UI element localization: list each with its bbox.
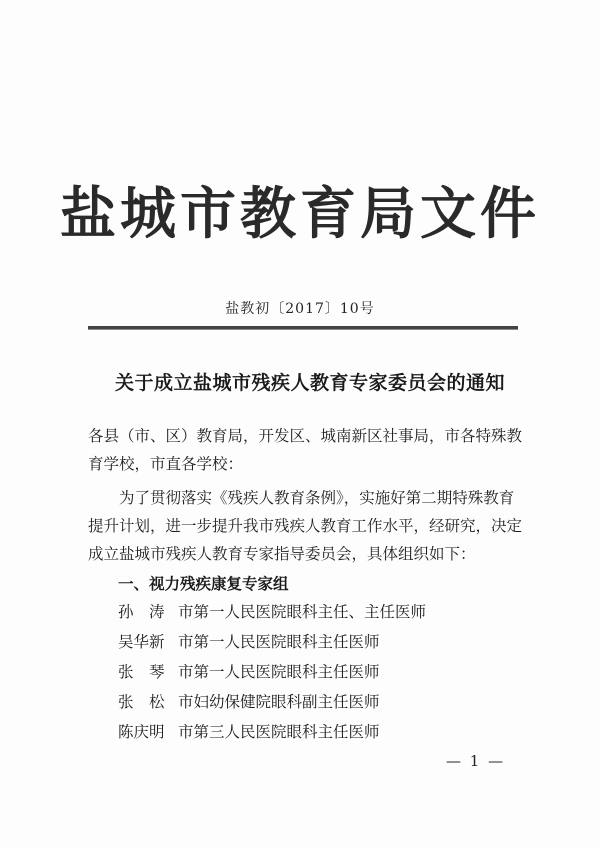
addressee-text: 各县（市、区）教育局，开发区、城南新区社事局，市各特殊教育学校，市直各学校： (88, 427, 523, 473)
member-row (118, 626, 518, 656)
member-role: 市第一人民医院眼科主任医师 (178, 633, 380, 651)
member-name: 张 松 (118, 693, 165, 711)
member-name: 孙 涛 (118, 603, 165, 621)
body-paragraph: 为了贯彻落实《残疾人教育条例》，实施好第二期特殊教育提升计划，进一步提升我市残疾人教育工作水平，经研究，决定成立盐城市残疾人教育专家指导委员会，具体组织如下： (88, 489, 523, 563)
member-role: 市第三人民医院眼科主任医师 (178, 723, 380, 741)
notice-title: 关于成立盐城市残疾人教育专家委员会的通知 (114, 372, 505, 394)
page-number: — 1 — (446, 752, 506, 770)
section-heading: 一、视力残疾康复专家组 (118, 575, 289, 593)
issuer-header-title: 盐城市教育局文件 (60, 182, 540, 247)
member-row (118, 716, 518, 746)
member-row (118, 596, 518, 626)
member-name: 陈庆明 (118, 723, 165, 741)
member-role: 市第一人民医院眼科主任、主任医师 (178, 603, 427, 621)
member-row (118, 686, 518, 716)
member-role: 市妇幼保健院眼科副主任医师 (178, 693, 380, 711)
header-divider (88, 326, 518, 330)
member-role: 市第一人民医院眼科主任医师 (178, 663, 380, 681)
member-name: 吴华新 (118, 633, 165, 651)
document-number: 盐教初〔2017〕10号 (225, 301, 375, 317)
member-list (118, 596, 518, 746)
member-name: 张 琴 (118, 663, 165, 681)
member-row (118, 656, 518, 686)
